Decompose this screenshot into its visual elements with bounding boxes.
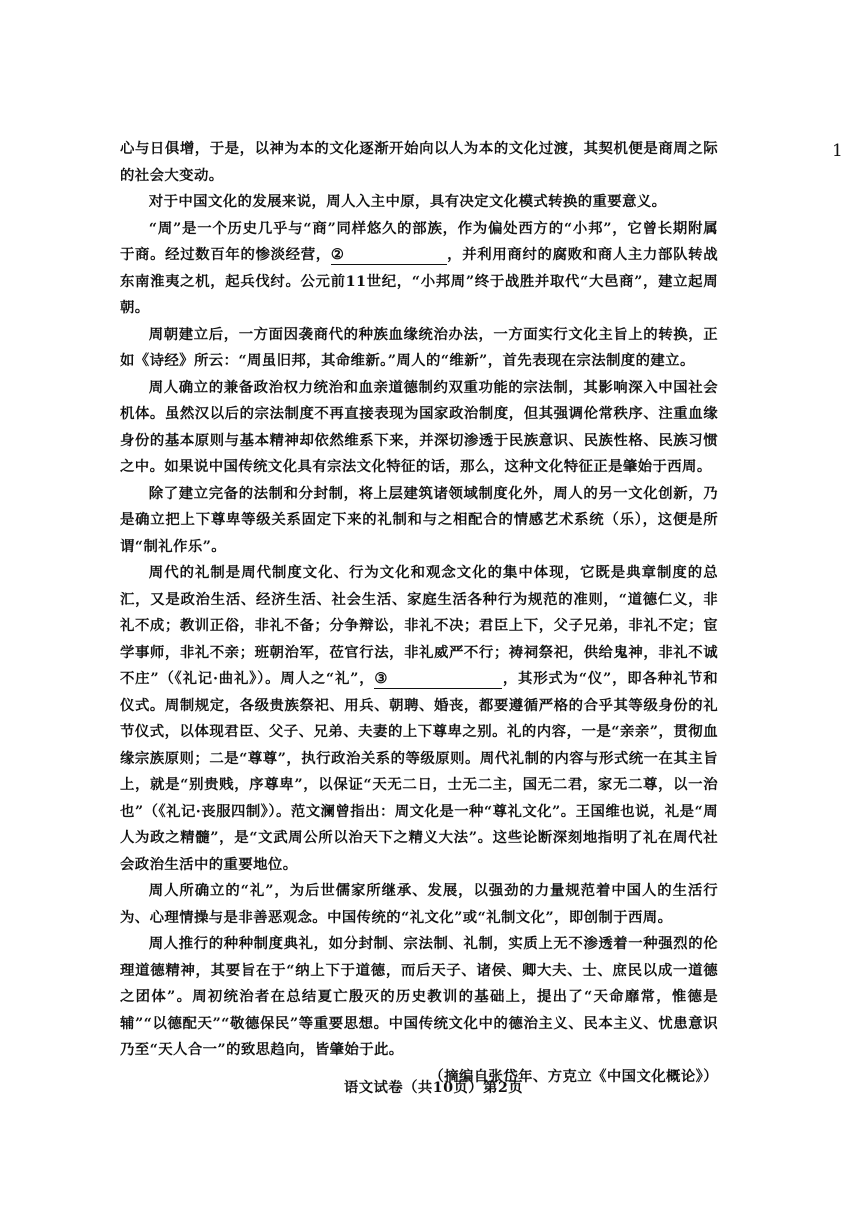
paragraph-1: 心与日俱增，于是，以神为本的文化逐渐开始向以人为本的文化过渡，其契机便是商周之际的社会大变动。 (120, 140, 718, 184)
paragraph-7 (120, 560, 718, 878)
corner-page-number: 1 (832, 141, 843, 161)
paragraph-9: 周人推行的种种制度典礼，如分封制、宗法制、礼制，实质上无不渗透着一种强烈的伦理道德精神，其要旨在于“纳上下于道德，而后天子、诸侯、卿大夫、士、庶民以成一道德之团体”。周初统治者在总结夏亡殷灭的历史教训的基础上，提出了“天命靡常，惟德是辅”“以德配天”“敬德保民”等重要思想。中国传统文化中的德治主义、民本主义、忧患意识乃至“天人合一”的致思趋向，皆肇始于此。 (120, 935, 718, 1058)
paragraph-3-text-after: ，并利用商纣的腐败和商人主力部队转战东南淮夷之机，起兵伐纣。公元前11世纪，“小邦周”终于战胜并取代“大邑商”，建立起周朝。 (120, 246, 718, 316)
page-footer: 语文试卷（共10页）第2页 (343, 1079, 524, 1096)
paragraph-4: 周朝建立后，一方面因袭商代的种族血缘统治办法，一方面实行文化主旨上的转换，正如《诗经》所云：“周虽旧邦，其命维新。”周人的“维新”，首先表现在宗法制度的建立。 (120, 325, 718, 369)
source-citation: （摘编自张岱年、方克立《中国文化概论》） (429, 1067, 718, 1085)
paragraph-7-text-before: 周代的礼制是周代制度文化、行为文化和观念文化的集中体现，它既是典章制度的总汇，又是政治生活、经济生活、社会生活、家庭生活各种行为规范的准则，“道德仁义，非礼不成；教训正俗，非礼不备；分争辩讼，非礼不决；君臣上下，父子兄弟，非礼不定；宦学事师，非礼不亲；班朝治军，莅官行法，非礼威严不行；祷祠祭祀，供给鬼神，非礼不诚不庄”（《礼记·曲礼》）。周人之“礼”， (120, 564, 718, 687)
paragraph-3 (120, 216, 718, 322)
paragraph-6: 除了建立完备的法制和分封制，将上层建筑诸领域制度化外，周人的另一文化创新，乃是确立把上下尊卑等级关系固定下来的礼制和与之相配合的情感艺术系统（乐），这便是所谓“制礼作乐”。 (120, 484, 718, 555)
blank-3: ③ (374, 670, 502, 689)
paragraph-3-text-before: “周”是一个历史几乎与“商”同样悠久的部族，作为偏处西方的“小邦”，它曾长期附属于商。经过数百年的惨淡经营， (120, 219, 718, 263)
paragraph-5: 周人确立的兼备政治权力统治和血亲道德制约双重功能的宗法制，其影响深入中国社会机体。虽然汉以后的宗法制度不再直接表现为国家政治制度，但其强调伦常秩序、注重血缘身份的基本原则与基本精神却依然维系下来，并深切渗透于民族意识、民族性格、民族习惯之中。如果说中国传统文化具有宗法文化特征的话，那么，这种文化特征正是肇始于西周。 (120, 378, 718, 475)
paragraph-7-text-after: ，其形式为“仪”，即各种礼节和仪式。周制规定，各级贵族祭祀、用兵、朝聘、婚丧，都要遵循严格的合乎其等级身份的礼节仪式，以体现君臣、父子、兄弟、夫妻的上下尊卑之别。礼的内容，一是“亲亲”，贯彻血缘宗族原则；二是“尊尊”，执行政治关系的等级原则。周代礼制的内容与形式统一在其主旨上，就是“别贵贱，序尊卑”，以保证“天无二日，士无二主，国无二君，家无二尊，以一治也”（《礼记·丧服四制》）。范文澜曾指出：周文化是一种“尊礼文化”。王国维也说，礼是“周人为政之精髓”，是“文武周公所以治天下之精义大法”。这些论断深刻地指明了礼在周代社会政治生活中的重要地位。 (120, 670, 718, 873)
paragraph-2: 对于中国文化的发展来说，周人入主中原，具有决定文化模式转换的重要意义。 (148, 193, 667, 210)
blank-2: ② (331, 246, 447, 265)
paragraph-8: 周人所确立的“礼”，为后世儒家所继承、发展，以强劲的力量规范着中国人的生活行为、心理情操与是非善恶观念。中国传统的“礼文化”或“礼制文化”，即创制于西周。 (120, 882, 718, 926)
article-body (120, 136, 718, 1090)
